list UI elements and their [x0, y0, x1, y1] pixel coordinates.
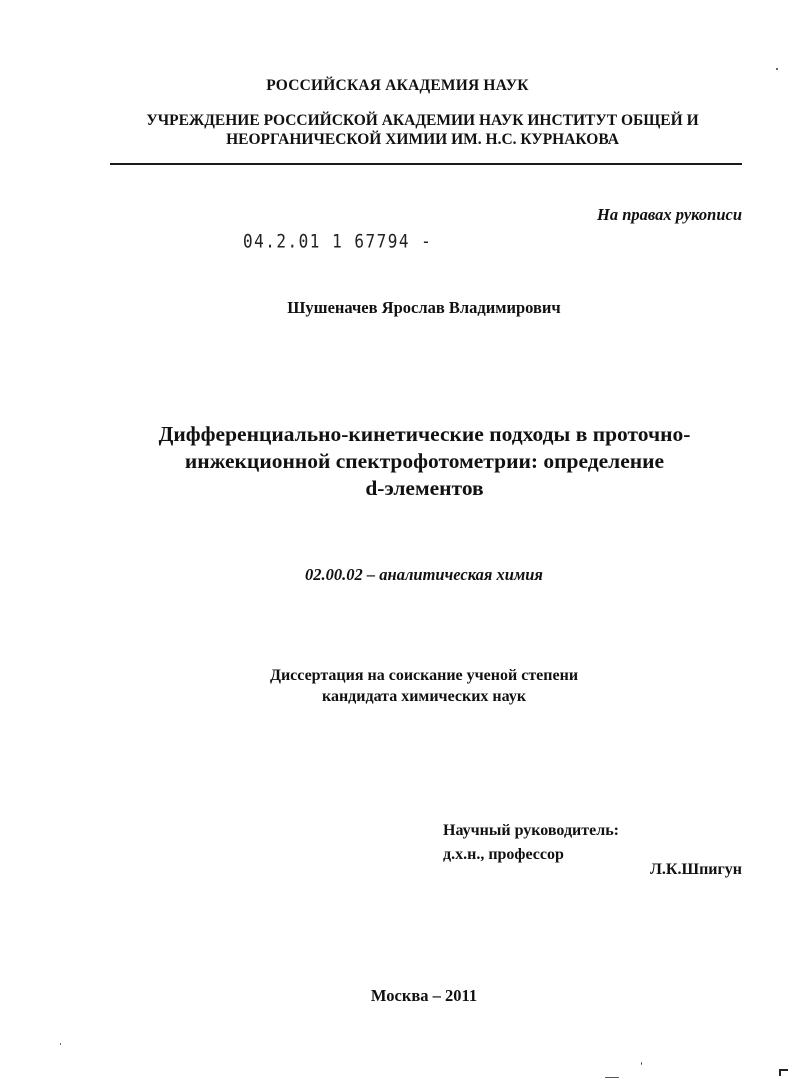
- supervisor-credentials: д.х.н., профессор: [443, 846, 564, 863]
- degree-line-2: кандидата химических наук: [321, 688, 527, 705]
- header-divider: [110, 163, 742, 165]
- specialty-code: 02.00.02 – аналитическая химия: [305, 565, 543, 584]
- degree-line-1: Диссертация на соискание ученой степени: [269, 667, 579, 684]
- supervisor-label: Научный руководитель:: [443, 822, 619, 839]
- registration-stamp: 04.2.01 1 67794 -: [243, 230, 433, 252]
- institution-name: [50, 111, 795, 149]
- institution-line-1: УЧРЕЖДЕНИЕ РОССИЙСКОЙ АКАДЕМИИ НАУК ИНСТИТУТ ОБЩЕЙ И: [146, 112, 699, 129]
- title-line-3: d-элементов: [365, 476, 484, 500]
- title-line-2: инжекционной спектрофотометрии: определение: [184, 449, 665, 473]
- supervisor-name: Л.К.Шпигун: [649, 861, 742, 878]
- scan-speck: [641, 1062, 642, 1065]
- supervisor-block: [443, 819, 619, 867]
- degree-statement: [0, 665, 795, 707]
- scan-mark: [779, 1069, 788, 1076]
- institution-line-2: НЕОРГАНИЧЕСКОЙ ХИМИИ ИМ. Н.С. КУРНАКОВА: [226, 131, 619, 148]
- scan-mark: [605, 1077, 619, 1078]
- academy-name: РОССИЙСКАЯ АКАДЕМИЯ НАУК: [266, 77, 529, 94]
- scan-speck: [60, 1043, 61, 1045]
- author-name: Шушеначев Ярослав Владимирович: [287, 298, 561, 317]
- scan-speck: [776, 68, 778, 70]
- rights-note: На правах рукописи: [597, 205, 742, 224]
- city-year: Москва – 2011: [370, 986, 478, 1005]
- title-line-1: Дифференциально-кинетические подходы в проточно-: [158, 422, 691, 446]
- dissertation-title: [0, 421, 795, 502]
